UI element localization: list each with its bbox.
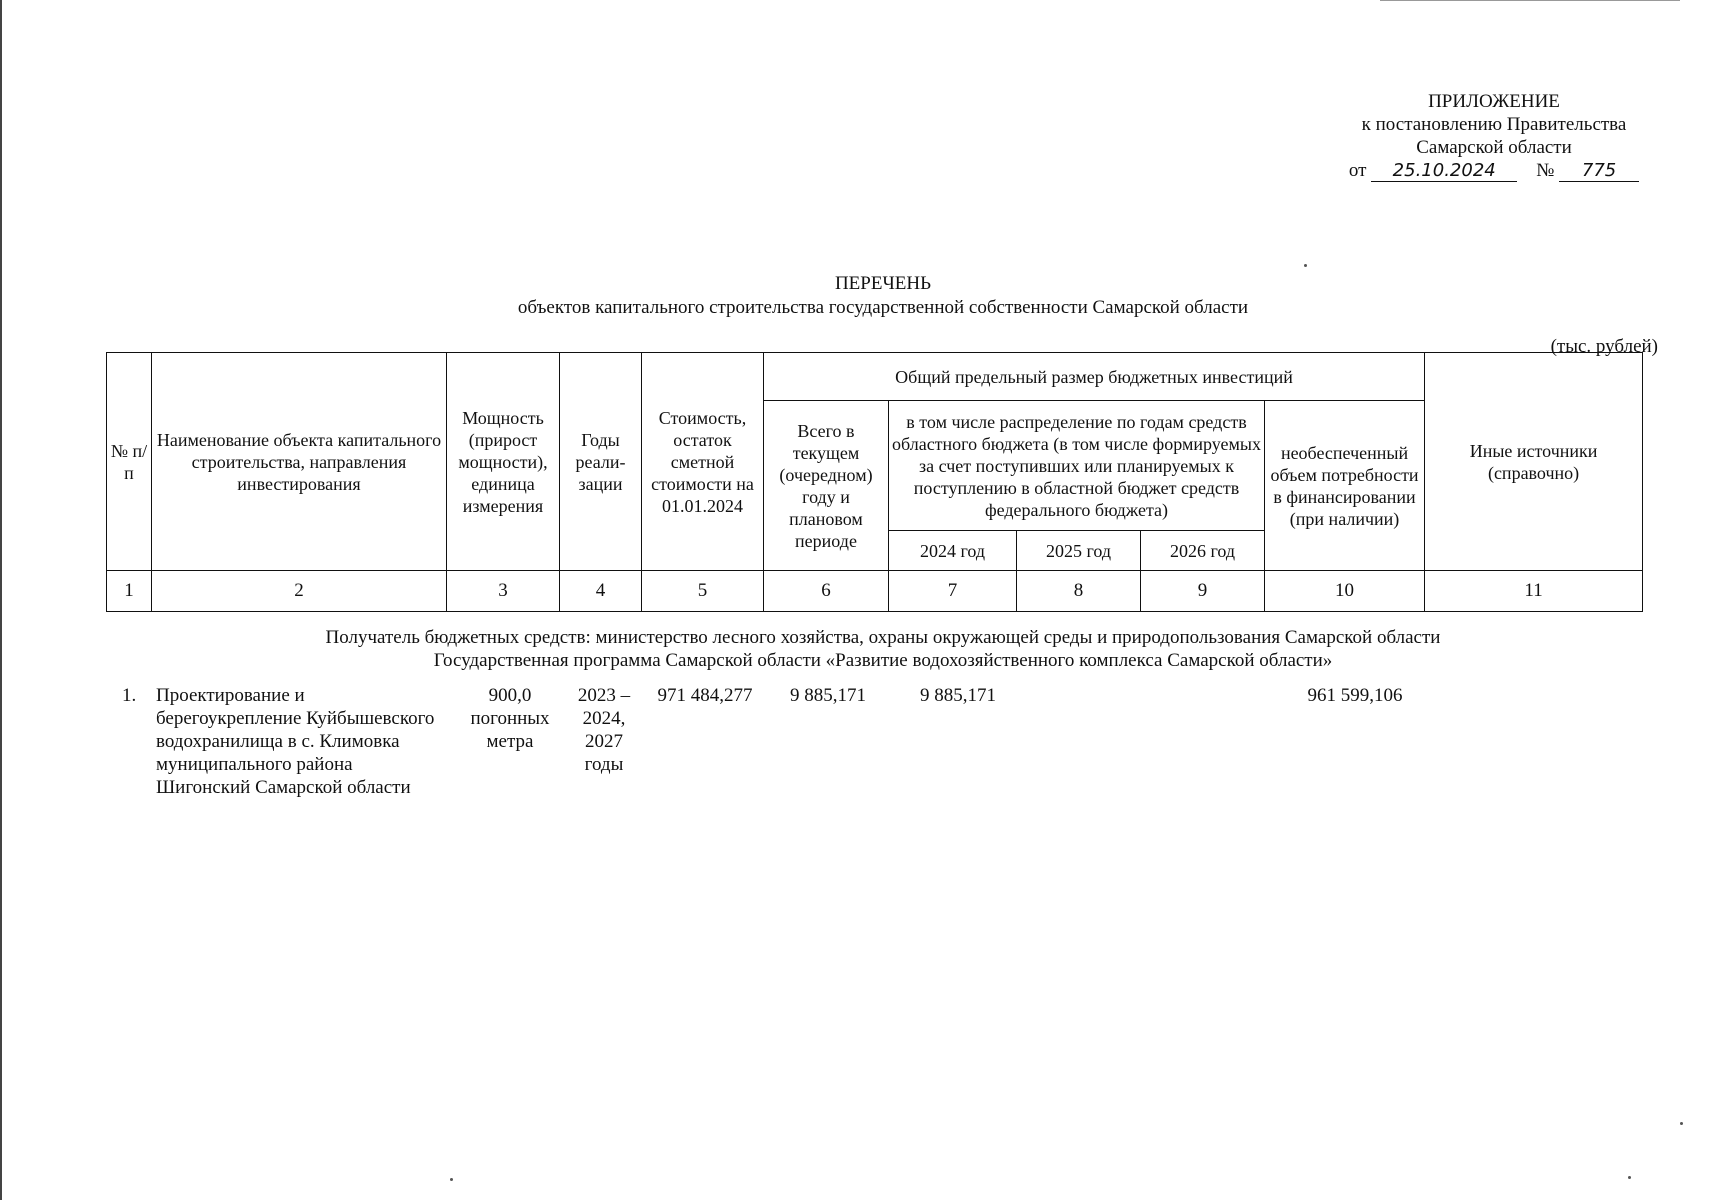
- row-total: 9 885,171: [790, 685, 866, 706]
- column-number: 7: [889, 571, 1017, 612]
- header-year-2025: 2025 год: [1017, 531, 1141, 571]
- row-year-2024: 9 885,171: [920, 685, 996, 706]
- document-heading: [0, 272, 1714, 320]
- header-total-group: Общий предельный размер бюджетных инвестиций: [764, 353, 1425, 401]
- column-number: 1: [107, 571, 152, 612]
- number-prefix: №: [1536, 160, 1555, 181]
- header-num: № п/п: [107, 353, 152, 571]
- document-subtitle: объектов капитального строительства государственной собственности Самарской области: [517, 297, 1249, 318]
- annex-block: [1334, 90, 1654, 182]
- column-number: 8: [1017, 571, 1141, 612]
- header-cost: Стоимость, остаток сметной стоимости на 01.01.2024: [642, 353, 764, 571]
- objects-table: [106, 352, 1643, 612]
- handwritten-date: 25.10.2024: [1371, 161, 1517, 182]
- column-number-row: [107, 571, 1643, 612]
- row-capacity: 900,0 погонных метра: [470, 685, 550, 752]
- annex-date-line: [1334, 159, 1654, 182]
- document-title: ПЕРЕЧЕНЬ: [834, 273, 932, 294]
- row-number: 1.: [122, 685, 137, 706]
- scan-dot: [1628, 1176, 1631, 1179]
- scan-dot: [450, 1178, 453, 1181]
- row-unfunded: 961 599,106: [1307, 685, 1403, 706]
- scan-dot: [1304, 264, 1307, 267]
- unit-label: (тыс. рублей): [1550, 336, 1658, 357]
- header-name: Наименование объекта капитального строительства, направления инвестирования: [152, 353, 447, 571]
- column-number: 4: [560, 571, 642, 612]
- header-regional-group: в том числе распределение по годам средств областного бюджета (в том числе формируемых за счет поступивших или планируемых к поступлению в областной бюджет средств федерального бюджета): [889, 401, 1265, 531]
- annex-line: Самарской области: [1416, 137, 1572, 158]
- column-number: 3: [447, 571, 560, 612]
- scan-edge: [0, 0, 2, 1200]
- state-program: Государственная программа Самарской области «Развитие водохозяйственного комплекса Самарской области»: [433, 650, 1333, 671]
- scan-artifact: [1380, 0, 1680, 1]
- header-year-2024: 2024 год: [889, 531, 1017, 571]
- header-years: Годы реали-зации: [560, 353, 642, 571]
- annex-line: к постановлению Правительства: [1361, 114, 1627, 135]
- annex-title: ПРИЛОЖЕНИЕ: [1428, 91, 1560, 112]
- header-unfunded: необеспеченный объем потребности в финансировании (при наличии): [1265, 401, 1425, 571]
- handwritten-number: 775: [1559, 161, 1639, 182]
- header-capacity: Мощность (прирост мощности), единица измерения: [447, 353, 560, 571]
- column-number: 2: [152, 571, 447, 612]
- header-total: Всего в текущем (очередном) году и плановом периоде: [764, 401, 889, 571]
- header-other-sources: Иные источники (справочно): [1425, 353, 1643, 571]
- row-object-name: Проектирование и берегоукрепление Куйбышевского водохранилища в с. Климовка муниципального района Шигонский Самарской области: [156, 685, 435, 798]
- column-number: 9: [1141, 571, 1265, 612]
- header-year-2026: 2026 год: [1141, 531, 1265, 571]
- row-cost: 971 484,277: [657, 685, 753, 706]
- row-years: 2023 – 2024, 2027 годы: [577, 685, 631, 775]
- column-number: 11: [1425, 571, 1643, 612]
- column-number: 5: [642, 571, 764, 612]
- recipient-block: [0, 626, 1714, 672]
- scan-dot: [1680, 1122, 1683, 1125]
- date-prefix: от: [1348, 160, 1367, 181]
- column-number: 6: [764, 571, 889, 612]
- budget-recipient: Получатель бюджетных средств: министерство лесного хозяйства, охраны окружающей среды и природопользования Самарской области: [325, 627, 1441, 648]
- column-number: 10: [1265, 571, 1425, 612]
